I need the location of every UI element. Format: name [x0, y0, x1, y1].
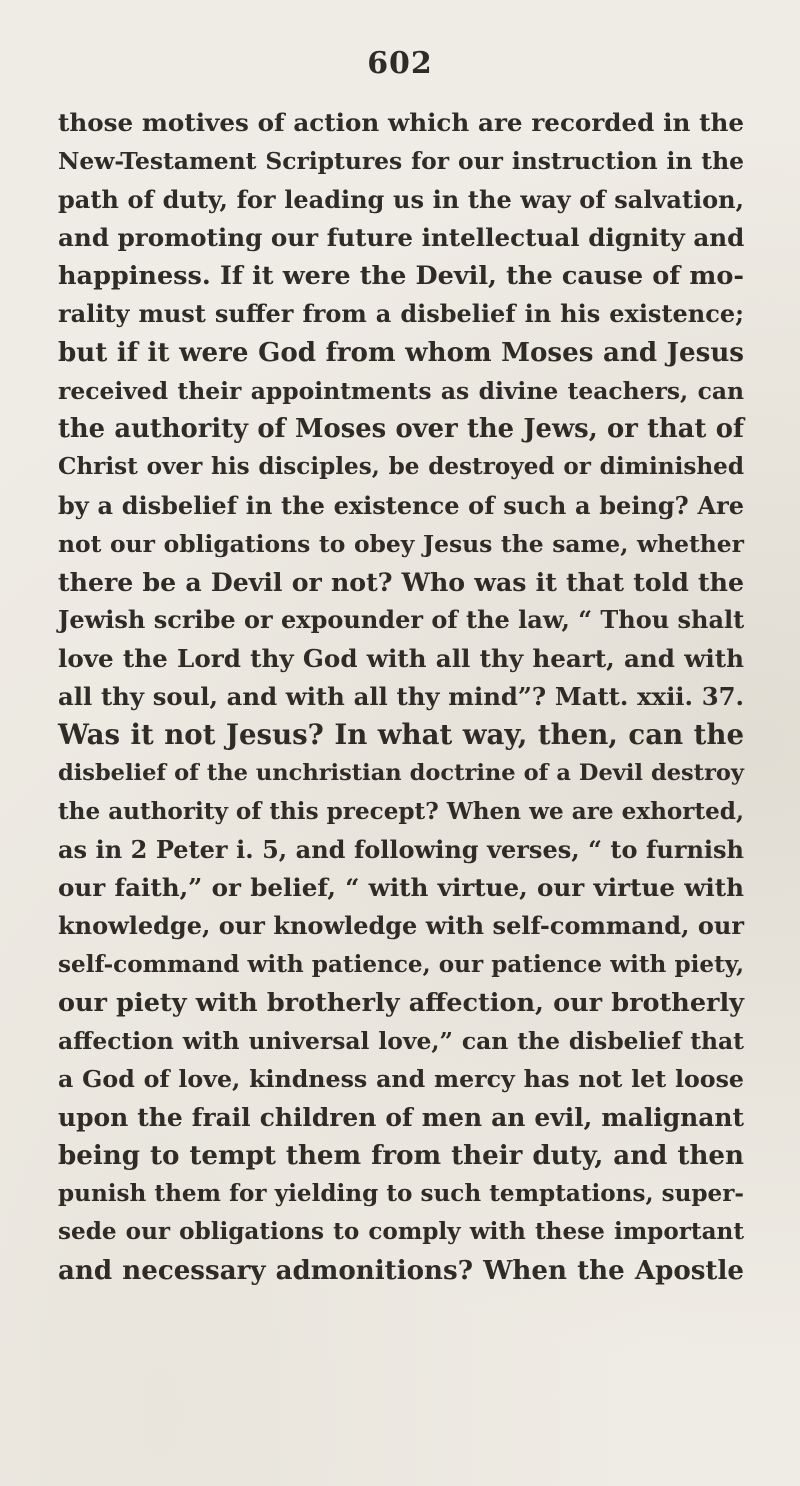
text-line: disbelief of the unchristian doctrine of a Devil destroy — [58, 760, 744, 787]
text-line: being to tempt them from their duty, and then — [58, 1139, 744, 1171]
text-line: Christ over his disciples, be destroyed or diminished — [58, 453, 744, 481]
text-line: affection with universal love,” can the disbelief that — [58, 1027, 744, 1055]
text-line: the authority of Moses over the Jews, or that of — [58, 414, 744, 444]
text-line: knowledge, our knowledge with self-command, our — [58, 911, 744, 941]
text-line: New-Testament Scriptures for our instruction in the — [58, 147, 744, 176]
text-line: a God of love, kindness and mercy has not let loose — [58, 1065, 744, 1094]
text-line: and promoting our future intellectual dignity and — [58, 222, 745, 252]
text-line: those motives of action which are recorded in the — [58, 108, 744, 137]
text-line: path of duty, for leading us in the way of salvation, — [58, 184, 744, 214]
text-line: rality must suffer from a disbelief in his existence; — [58, 299, 744, 329]
text-line: by a disbelief in the existence of such a being? Are — [58, 490, 744, 520]
text-line: the authority of this precept? When we are exhorted, — [58, 797, 744, 825]
text-line: Was it not Jesus? In what way, then, can the — [58, 718, 744, 751]
text-line: Jewish scribe or expounder of the law, “ Thou shalt — [58, 605, 745, 635]
text-line: love the Lord thy God with all thy heart, and with — [58, 643, 744, 673]
text-line: all thy soul, and with all thy mind”? Matt. xxii. 37. — [58, 681, 744, 711]
text-line: as in 2 Peter i. 5, and following verses, “ to furnish — [58, 834, 744, 864]
text-line: punish them for yielding to such temptations, super- — [58, 1180, 744, 1207]
text-line: our piety with brotherly affection, our brotherly — [58, 987, 744, 1018]
text-line: received their appointments as divine teachers, can — [58, 376, 744, 405]
body-text — [58, 104, 744, 1290]
text-line: not our obligations to obey Jesus the same, whether — [58, 529, 744, 558]
text-line: our faith,” or belief, “ with virtue, our virtue with — [58, 873, 744, 902]
page-number: 602 — [367, 46, 433, 81]
text-line: sede our obligations to comply with these important — [58, 1218, 744, 1246]
text-line: self-command with patience, our patience with piety, — [58, 950, 744, 978]
text-line: there be a Devil or not? Who was it that told the — [58, 567, 744, 597]
text-line: happiness. If it were the Devil, the cause of mo- — [58, 261, 744, 291]
text-line: and necessary admonitions? When the Apostle — [58, 1254, 744, 1286]
text-line: upon the frail children of men an evil, malignant — [58, 1102, 744, 1132]
text-line: but if it were God from whom Moses and Jesus — [58, 336, 744, 368]
